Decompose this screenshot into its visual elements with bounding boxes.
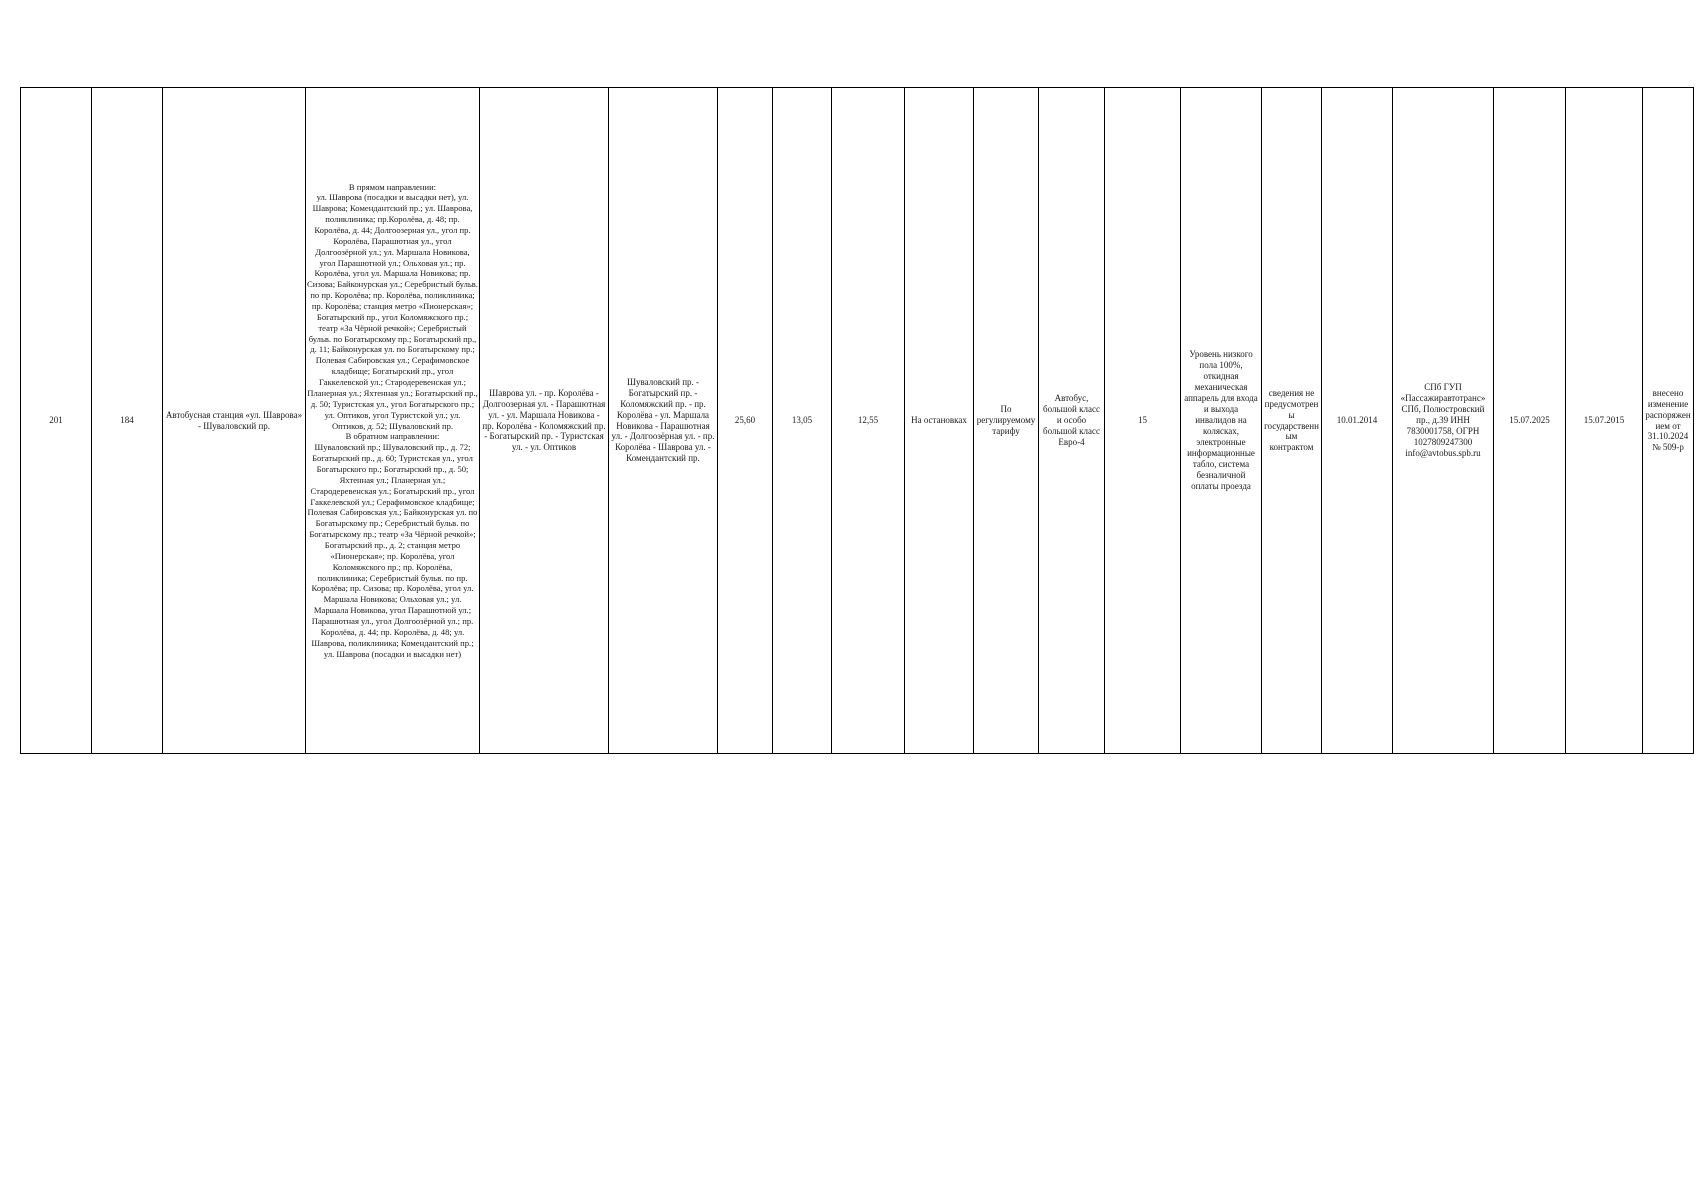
forward-direction-stops: ул. Шаврова (посадки и высадки нет), ул. Шаврова; Комендантский пр.; ул. Шаврова, поликлиника; пр.Королёва, д. 48; пр. Королёва, д. 44; Долгоозерная ул., угол пр. Королёва, Парашютная ул., угол Долгоозёрной ул.; ул. Маршала Новикова, угол Парашютной ул.; Ольховая ул.; пр. Королёва, угол ул. Маршала Новикова; пр. Сизова; Байконурская ул.; Серебристый бульв. по пр. Королёва; пр. Королёва, поликлиника; пр. Королёва; станция метро «Пионерская»; Богатырский пр., угол Коломяжского пр.; театр «За Чёрной речкой»; Серебристый бульв. по Богатырскому пр.; Богатырский пр., д. 11; Байконурская ул. по Богатырскому пр.; Полевая Сабировская ул.; Серафимовское кладбище; Богатырский пр., угол Гаккелевской ул.; Стародеревенская ул.; Планерная ул.; Яхтенная ул.; Богатырский пр., д. 50; Туристская ул., угол Богатырского пр.; ул. Оптиков, угол Туристской ул.; ул. Оптиков, д. 52; Шуваловский пр. <box>307 192 479 431</box>
backward-direction-heading: В обратном направлении: <box>345 431 440 442</box>
length-forward-cell: 13,05 <box>773 88 832 754</box>
route-number-cell: 184 <box>92 88 163 754</box>
registration-number-cell: 201 <box>21 88 92 754</box>
route-name-cell: Автобусная станция «ул. Шаврова» - Шуваловский пр. <box>163 88 306 754</box>
table-row <box>21 88 1694 754</box>
route-registry-table <box>20 87 1694 754</box>
length-backward-cell: 12,55 <box>832 88 905 754</box>
stop-procedure-cell: На остановках <box>905 88 974 754</box>
stops-list-cell <box>306 88 480 754</box>
forward-direction-heading: В прямом направлении: <box>348 181 437 192</box>
date-changes-cell: 15.07.2025 <box>1494 88 1566 754</box>
vehicle-count-cell: 15 <box>1105 88 1181 754</box>
note-cell: внесено изменение распоряжением от 31.10.2024 № 509-р <box>1643 88 1694 754</box>
start-date-cell: 10.01.2014 <box>1322 88 1393 754</box>
date-start-carrier-cell: 15.07.2015 <box>1566 88 1643 754</box>
length-total-cell: 25,60 <box>718 88 773 754</box>
tariff-cell: По регулируемому тарифу <box>974 88 1039 754</box>
characteristics-cell: Уровень низкого пола 100%, откидная механическая аппарель для входа и выхода инвалидов на колясках, электронные информационные табло, система безналичной оплаты проезда <box>1181 88 1262 754</box>
contract-info-cell: сведения не предусмотрены государственным контрактом <box>1262 88 1322 754</box>
vehicle-cell: Автобус, большой класс и особо большой класс Евро-4 <box>1039 88 1105 754</box>
streets-backward-cell: Шуваловский пр. - Богатырский пр. - Коломяжский пр. - пр. Королёва - ул. Маршала Новикова - Парашютная ул. - Долгоозёрная ул. - пр. Королёва - Шаврова ул. - Комендантский пр. <box>609 88 718 754</box>
streets-forward-cell: Шаврова ул. - пр. Королёва - Долгоозерная ул. - Парашютная ул. - ул. Маршала Новикова - пр. Королёва - Коломяжский пр. - Богатырский пр. - Туристская ул. - ул. Оптиков <box>480 88 609 754</box>
carrier-cell: СПб ГУП «Пассажиравтотранс» СПб, Полюстровский пр., д.39 ИНН 7830001758, ОГРН 1027809247300 info@avtobus.spb.ru <box>1393 88 1494 754</box>
backward-direction-stops: Шуваловский пр.; Шуваловский пр., д. 72; Богатырский пр., д. 60; Туристская ул., угол Богатырского пр.; Богатырский пр., д. 50; Яхтенная ул.; Планерная ул.; Стародеревенская ул.; Богатырский пр., угол Гаккелевской ул.; Серафимовское кладбище; Полевая Сабировская ул.; Байконурская ул. по Богатырскому пр.; Серебристый бульв. по Богатырскому пр.; театр «За Чёрной речкой»; Богатырский пр., д. 2; станция метро «Пионерская»; пр. Королёва, угол Коломяжского пр.; пр. Королёва, поликлиника; Серебристый бульв. по пр. Королёва; пр. Сизова; пр. Королёва, угол ул. Маршала Новикова; Ольховая ул.; ул. Маршала Новикова, угол Парашютной ул.; Парашютная ул., угол Долгоозёрной ул.; пр. Королёва, д. 44; пр. Королёва, д. 48; ул. Шаврова, поликлиника; Комендантский пр.; ул. Шаврова (посадки и высадки нет) <box>307 442 478 659</box>
